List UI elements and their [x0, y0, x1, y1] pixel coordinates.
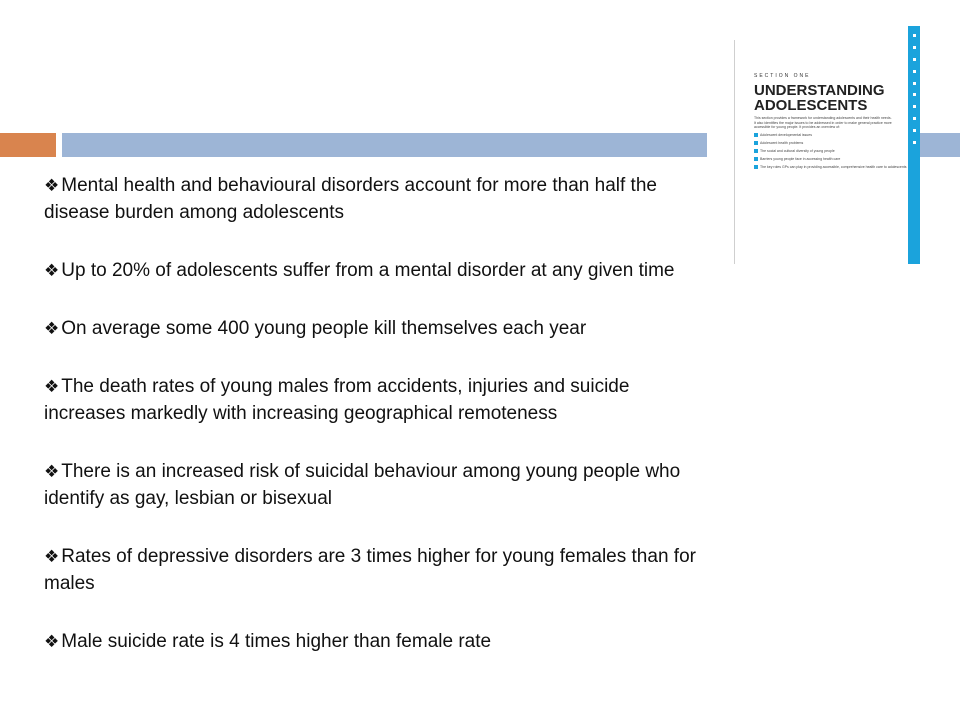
accent-bar-blue	[62, 133, 707, 157]
book-cover-thumbnail	[734, 40, 920, 264]
diamond-bullet-icon: ❖	[44, 632, 60, 651]
bullet-item: ❖ Rates of depressive disorders are 3 times higher for young females than for males	[44, 546, 696, 594]
bullet-list	[44, 172, 709, 686]
cover-list-item: Adolescent health problems	[754, 140, 894, 146]
cover-title: UNDERSTANDING ADOLESCENTS	[754, 82, 885, 114]
bullet-item: ❖ On average some 400 young people kill themselves each year	[44, 318, 587, 339]
cover-list-item: The key roles GPs can play in providing accessible, comprehensive health care to adolescents	[754, 164, 894, 170]
cover-list-item: Barriers young people face in accessing health care	[754, 156, 894, 162]
cover-edge	[734, 40, 735, 264]
diamond-bullet-icon: ❖	[44, 261, 60, 280]
cover-list-item: The social and cultural diversity of young people	[754, 148, 894, 154]
bullet-item: ❖ The death rates of young males from accidents, injuries and suicide increases markedly with increasing geographical remoteness	[44, 376, 630, 424]
bullet-item: ❖ There is an increased risk of suicidal behaviour among young people who identify as gay, lesbian or bisexual	[44, 461, 681, 509]
bullet-item: ❖ Up to 20% of adolescents suffer from a mental disorder at any given time	[44, 260, 675, 281]
diamond-bullet-icon: ❖	[44, 319, 60, 338]
bullet-item: ❖ Mental health and behavioural disorders account for more than half the disease burden among adolescents	[44, 175, 657, 223]
cover-band-dots	[911, 34, 917, 144]
diamond-bullet-icon: ❖	[44, 547, 60, 566]
cover-list-item: Adolescent developmental issues	[754, 132, 894, 138]
cover-section-label: SECTION ONE	[754, 73, 811, 79]
cover-list	[754, 132, 907, 172]
diamond-bullet-icon: ❖	[44, 176, 60, 195]
accent-bar-orange	[0, 133, 56, 157]
accent-bar-blue-right	[920, 133, 960, 157]
cover-description: This section provides a framework for understanding adolescents and their health needs. It also identifies the major issues to be addressed in order to make general practice more accessible for young people. It provides an overview of:	[754, 116, 892, 129]
diamond-bullet-icon: ❖	[44, 462, 60, 481]
diamond-bullet-icon: ❖	[44, 377, 60, 396]
bullet-item: ❖ Male suicide rate is 4 times higher than female rate	[44, 631, 492, 652]
